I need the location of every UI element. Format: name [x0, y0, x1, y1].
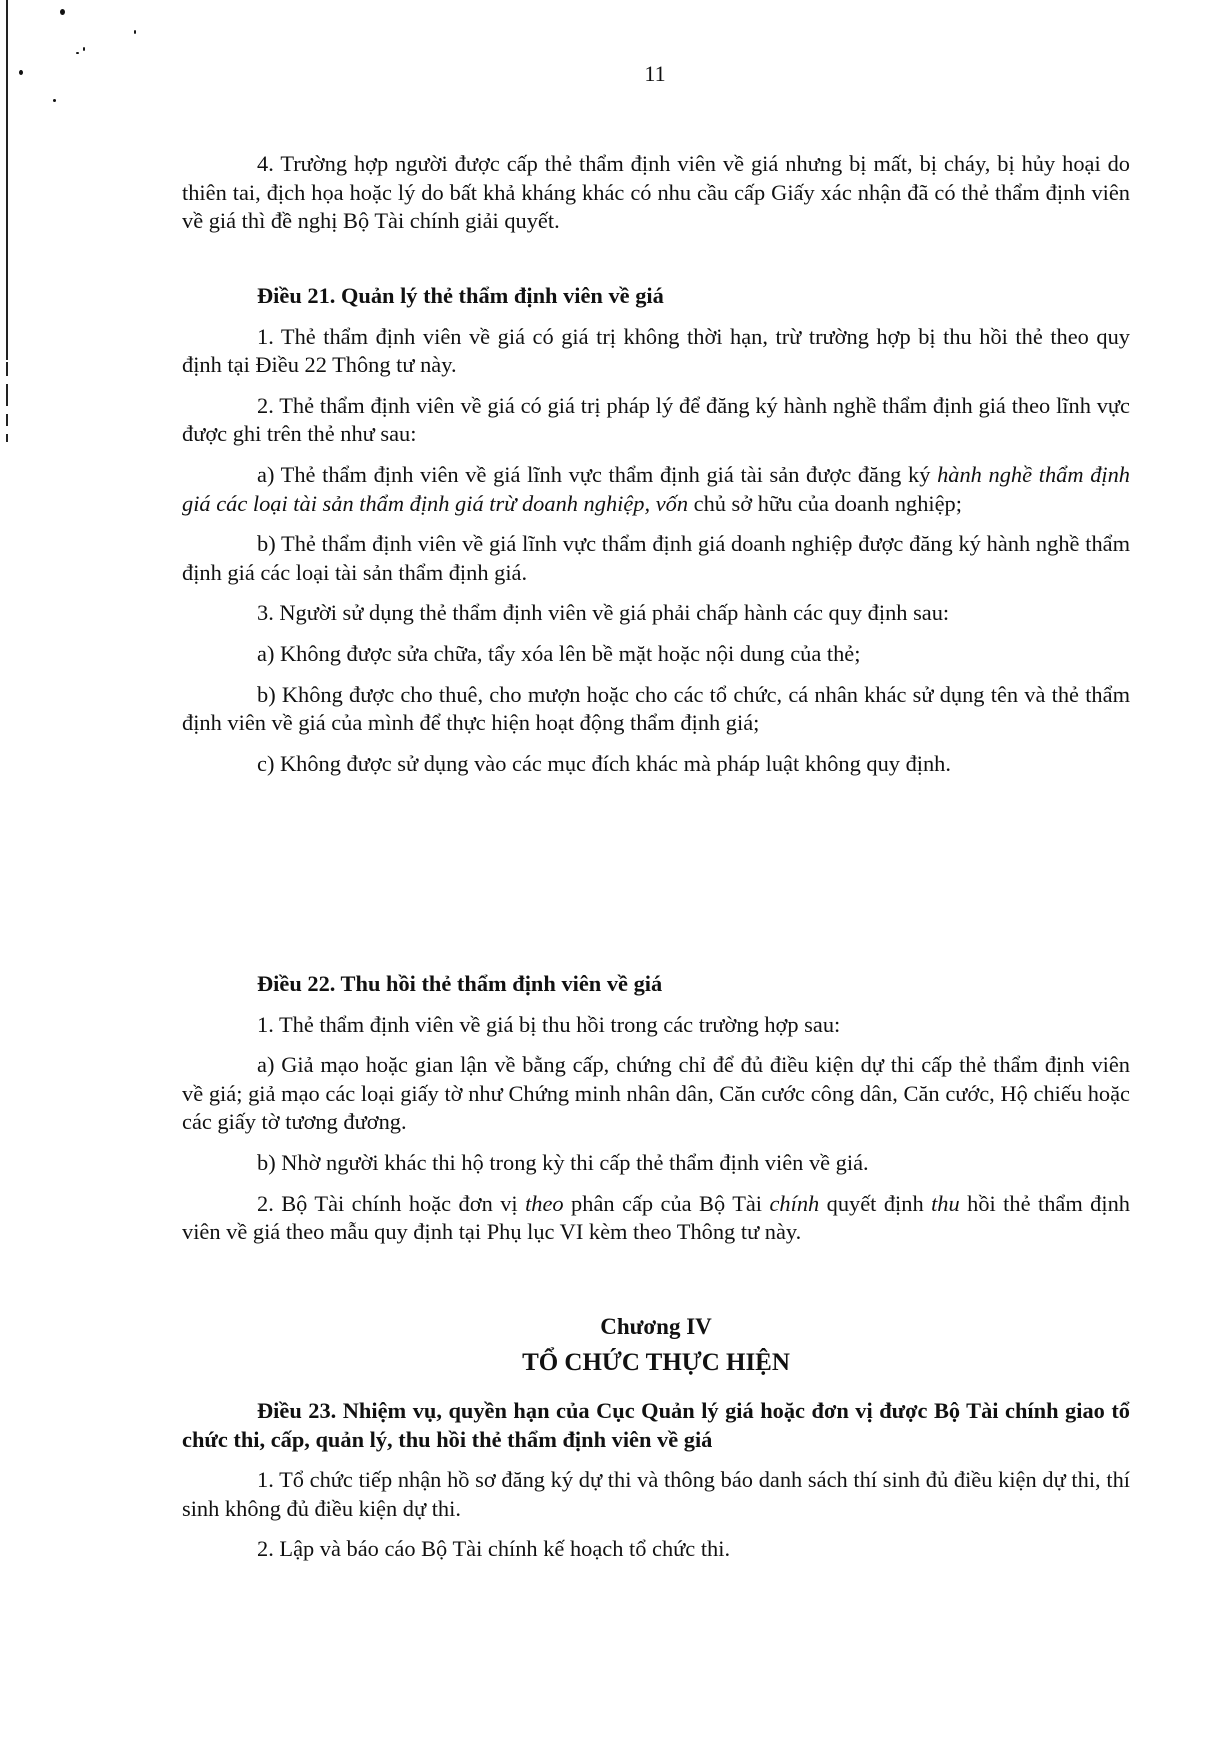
italic-span: hành nghề thẩm định giá các loại tài sản thẩm định giá trừ doanh nghiệp, vốn [182, 461, 1130, 516]
text-span: a) Thẻ thẩm định viên về giá lĩnh vực thẩm định giá tài sản được đăng ký [257, 461, 938, 487]
scan-speck [53, 99, 56, 102]
italic-span: chính [769, 1190, 820, 1216]
paragraph: 2. Lập và báo cáo Bộ Tài chính kế hoạch tổ chức thi. [257, 1536, 731, 1562]
paragraph: a) Giả mạo hoặc gian lận về bằng cấp, chứng chỉ để đủ điều kiện dự thi cấp thẻ thẩm định viên về giá; giả mạo các loại giấy tờ như Chứng minh nhân dân, Căn cước công dân, Căn cước, Hộ chiếu hoặc các giấy tờ tương đương. [182, 1052, 1130, 1135]
article-21 [182, 282, 1130, 778]
italic-span: thu [931, 1190, 960, 1216]
scan-edge-line [6, 0, 8, 360]
paragraph: 1. Tổ chức tiếp nhận hồ sơ đăng ký dự thi và thông báo danh sách thí sinh đủ điều kiện dự thi, thí sinh không đủ điều kiện dự thi. [182, 1467, 1130, 1521]
page-number: 11 [644, 61, 666, 86]
paragraph: 3. Người sử dụng thẻ thẩm định viên về giá phải chấp hành các quy định sau: [257, 600, 950, 626]
text-span: quyết định [819, 1190, 932, 1216]
article-23-title: Điều 23. Nhiệm vụ, quyền hạn của Cục Quản lý giá hoặc đơn vị được Bộ Tài chính giao tổ chức thi, cấp, quản lý, thu hồi thẻ thẩm định viên về giá [182, 1398, 1130, 1452]
scan-edge-dash [6, 384, 8, 406]
paragraph: b) Thẻ thẩm định viên về giá lĩnh vực thẩm định giá doanh nghiệp được đăng ký hành nghề thẩm định giá các loại tài sản thẩm định giá. [182, 531, 1130, 585]
paragraph [182, 461, 1130, 518]
article-22-title: Điều 22. Thu hồi thẻ thẩm định viên về giá [257, 971, 663, 996]
article-22 [182, 970, 1130, 1247]
text-span: phân cấp của Bộ Tài [563, 1190, 770, 1216]
paragraph: 4. Trường hợp người được cấp thẻ thẩm định viên về giá nhưng bị mất, bị cháy, bị hủy hoại do thiên tai, địch họa hoặc lý do bất khả kháng khác có nhu cầu cấp Giấy xác nhận đã có thẻ thẩm định viên về giá thì đề nghị Bộ Tài chính giải quyết. [182, 151, 1130, 234]
chapter-title: TỔ CHỨC THỰC HIỆN [522, 1349, 790, 1376]
intro-block [182, 150, 1130, 236]
paragraph: c) Không được sử dụng vào các mục đích khác mà pháp luật không quy định. [257, 750, 951, 776]
scan-speck [60, 9, 65, 15]
paragraph: b) Không được cho thuê, cho mượn hoặc cho các tổ chức, cá nhân khác sử dụng tên và thẻ thẩm định viên về giá của mình để thực hiện hoạt động thẩm định giá; [182, 681, 1130, 736]
paragraph [182, 1190, 1130, 1247]
paragraph: 1. Thẻ thẩm định viên về giá bị thu hồi trong các trường hợp sau: [257, 1011, 841, 1037]
paragraph: a) Không được sửa chữa, tẩy xóa lên bề mặt hoặc nội dung của thẻ; [257, 640, 861, 666]
text-span: hồi thẻ thẩm định viên về giá theo mẫu quy định tại Phụ lục VI kèm theo Thông tư này. [182, 1190, 1130, 1245]
italic-span: theo [525, 1190, 564, 1216]
paragraph: 1. Thẻ thẩm định viên về giá có giá trị không thời hạn, trừ trường hợp bị thu hồi thẻ theo quy định tại Điều 22 Thông tư này. [182, 323, 1130, 378]
article-21-title: Điều 21. Quản lý thẻ thẩm định viên về giá [257, 283, 664, 308]
scan-speck [76, 52, 79, 54]
scan-edge-dash [6, 414, 8, 426]
scan-edge-dash [6, 362, 8, 376]
text-span: chủ sở hữu của doanh nghiệp; [688, 490, 962, 516]
text-span: 2. Bộ Tài chính hoặc đơn vị [257, 1190, 526, 1216]
scan-edge-dash [6, 434, 8, 442]
paragraph: b) Nhờ người khác thi hộ trong kỳ thi cấp thẻ thẩm định viên về giá. [257, 1149, 869, 1175]
article-23 [182, 1397, 1130, 1564]
chapter-number: Chương IV [600, 1314, 712, 1339]
scan-speck [83, 47, 85, 51]
scan-speck [134, 30, 136, 34]
paragraph: 2. Thẻ thẩm định viên về giá có giá trị pháp lý để đăng ký hành nghề thẩm định giá theo lĩnh vực được ghi trên thẻ như sau: [182, 392, 1130, 447]
